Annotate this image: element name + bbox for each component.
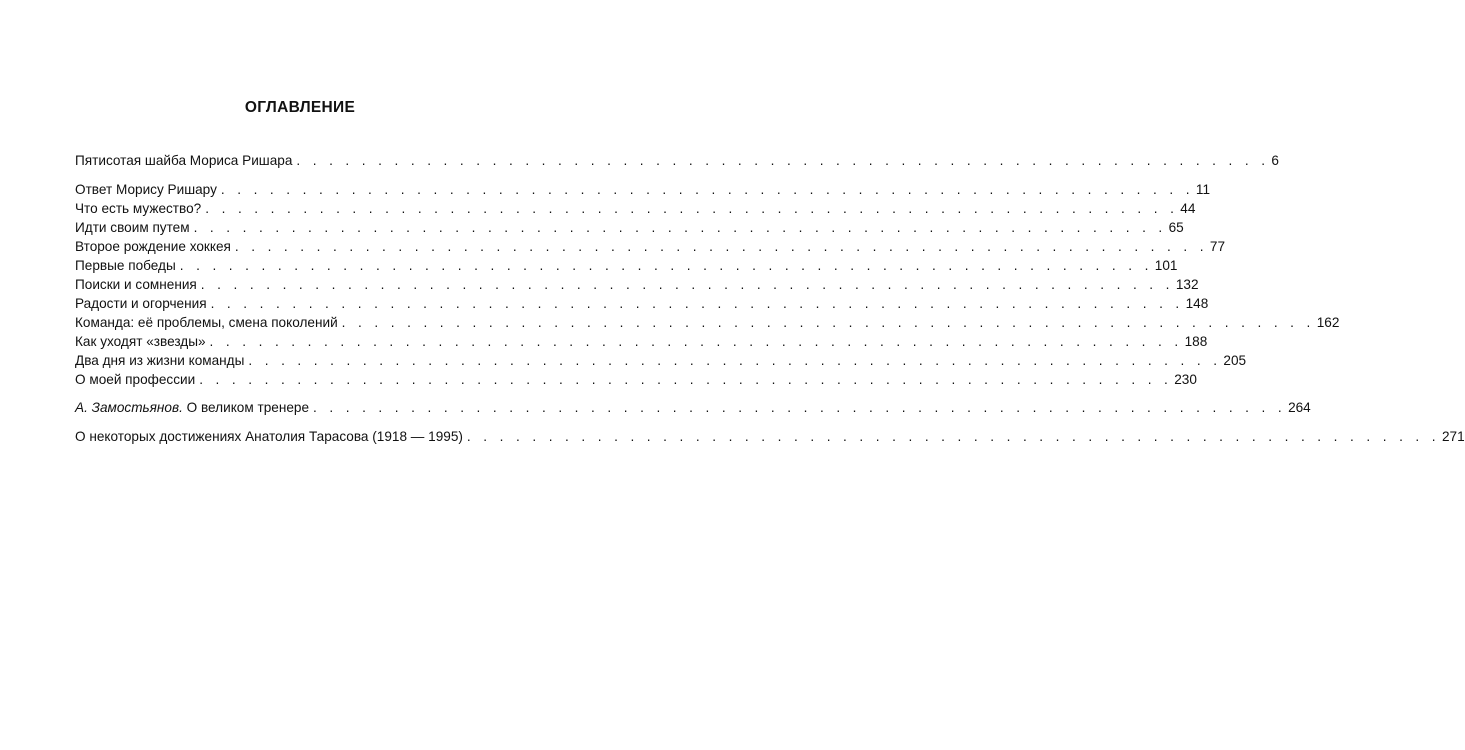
toc-entry bbox=[75, 294, 1209, 313]
toc-entry-title: Пятисотая шайба Мориса Ришара bbox=[75, 153, 293, 168]
toc-entry-page: 132 bbox=[1175, 277, 1199, 292]
dot-leader: . . . . . . . . . . . . . . . . . . . . . . . . . . . . . . . . . . . . . . . . . . . . . . . . . . . . . . . . . . . . bbox=[234, 239, 1208, 254]
toc-entry bbox=[75, 180, 1211, 199]
toc-entry-page: 6 bbox=[1271, 153, 1279, 168]
toc-entry-page: 264 bbox=[1288, 400, 1311, 415]
toc-entry bbox=[75, 370, 1197, 389]
toc-entry-title: Радости и огорчения bbox=[75, 296, 207, 311]
toc-entry-page: 162 bbox=[1316, 315, 1340, 330]
toc-entry bbox=[75, 351, 1247, 370]
toc-entry-title: Идти своим путем bbox=[75, 220, 190, 235]
dot-leader: . . . . . . . . . . . . . . . . . . . . . . . . . . . . . . . . . . . . . . . . . . . . . . . . . . . . . . . . . . . . bbox=[179, 258, 1153, 273]
toc-entry bbox=[75, 427, 1465, 446]
toc-entry-author: А. Замостьянов. bbox=[75, 400, 183, 415]
toc-entry-page: 230 bbox=[1174, 372, 1197, 387]
dot-leader: . . . . . . . . . . . . . . . . . . . . . . . . . . . . . . . . . . . . . . . . . . . . . . . . . . . . . . . . . . . . bbox=[466, 429, 1440, 444]
toc-entry-title: Как уходят «звезды» bbox=[75, 334, 206, 349]
toc-entry bbox=[75, 256, 1178, 275]
toc-entry bbox=[75, 332, 1208, 351]
dot-leader: . . . . . . . . . . . . . . . . . . . . . . . . . . . . . . . . . . . . . . . . . . . . . . . . . . . . . . . . . . . . bbox=[193, 220, 1167, 235]
dot-leader: . . . . . . . . . . . . . . . . . . . . . . . . . . . . . . . . . . . . . . . . . . . . . . . . . . . . . . . . . . . . bbox=[220, 182, 1194, 197]
dot-leader: . . . . . . . . . . . . . . . . . . . . . . . . . . . . . . . . . . . . . . . . . . . . . . . . . . . . . . . . . . . . bbox=[248, 353, 1222, 368]
toc-entry-page: 11 bbox=[1195, 182, 1211, 197]
toc-entry-page: 44 bbox=[1180, 201, 1196, 216]
dot-leader: . . . . . . . . . . . . . . . . . . . . . . . . . . . . . . . . . . . . . . . . . . . . . . . . . . . . . . . . . . . . bbox=[313, 400, 1287, 415]
toc-entry-title: Что есть мужество? bbox=[75, 201, 202, 216]
toc-entry-title: Второе рождение хоккея bbox=[75, 239, 231, 254]
toc-entry-page: 77 bbox=[1209, 239, 1226, 254]
toc-entry bbox=[75, 313, 1340, 332]
toc-entry bbox=[75, 218, 1184, 237]
toc-entry bbox=[75, 199, 1196, 218]
toc-entry bbox=[75, 275, 1199, 294]
dot-leader: . . . . . . . . . . . . . . . . . . . . . . . . . . . . . . . . . . . . . . . . . . . . . . . . . . . . . . . . . . . . bbox=[296, 153, 1270, 168]
toc-heading: ОГЛАВЛЕНИЕ bbox=[244, 99, 356, 116]
toc-entry-title: О моей профессии bbox=[75, 372, 196, 387]
dot-leader: . . . . . . . . . . . . . . . . . . . . . . . . . . . . . . . . . . . . . . . . . . . . . . . . . . . . . . . . . . . . bbox=[341, 315, 1315, 330]
toc-entry-page: 148 bbox=[1185, 296, 1209, 311]
toc-entry-title: Команда: её проблемы, смена поколений bbox=[75, 315, 338, 330]
toc-entry-title: Первые победы bbox=[75, 258, 176, 273]
toc-entry-title: Поиски и сомнения bbox=[75, 277, 197, 292]
table-of-contents bbox=[75, 151, 1465, 446]
toc-entry-title: О некоторых достижениях Анатолия Тарасова (1918 — 1995) bbox=[75, 429, 463, 444]
dot-leader: . . . . . . . . . . . . . . . . . . . . . . . . . . . . . . . . . . . . . . . . . . . . . . . . . . . . . . . . . . . . bbox=[209, 334, 1183, 349]
dot-leader: . . . . . . . . . . . . . . . . . . . . . . . . . . . . . . . . . . . . . . . . . . . . . . . . . . . . . . . . . . . . bbox=[210, 296, 1184, 311]
toc-entry-page: 271 bbox=[1441, 429, 1465, 444]
toc-entry-page: 65 bbox=[1168, 220, 1184, 235]
toc-entry-title: Ответ Морису Ришару bbox=[75, 182, 217, 197]
toc-entry bbox=[75, 151, 1279, 170]
toc-entry bbox=[75, 398, 1311, 417]
dot-leader: . . . . . . . . . . . . . . . . . . . . . . . . . . . . . . . . . . . . . . . . . . . . . . . . . . . . . . . . . . . . bbox=[200, 277, 1174, 292]
toc-entry-page: 188 bbox=[1184, 334, 1208, 349]
toc-entry-page: 205 bbox=[1223, 353, 1247, 368]
toc-entry-title: О великом тренере bbox=[182, 400, 310, 415]
toc-entry bbox=[75, 237, 1226, 256]
toc-entry-title: Два дня из жизни команды bbox=[75, 353, 245, 368]
dot-leader: . . . . . . . . . . . . . . . . . . . . . . . . . . . . . . . . . . . . . . . . . . . . . . . . . . . . . . . . . . . . bbox=[205, 201, 1179, 216]
toc-entry-page: 101 bbox=[1154, 258, 1178, 273]
dot-leader: . . . . . . . . . . . . . . . . . . . . . . . . . . . . . . . . . . . . . . . . . . . . . . . . . . . . . . . . . . . . bbox=[199, 372, 1173, 387]
